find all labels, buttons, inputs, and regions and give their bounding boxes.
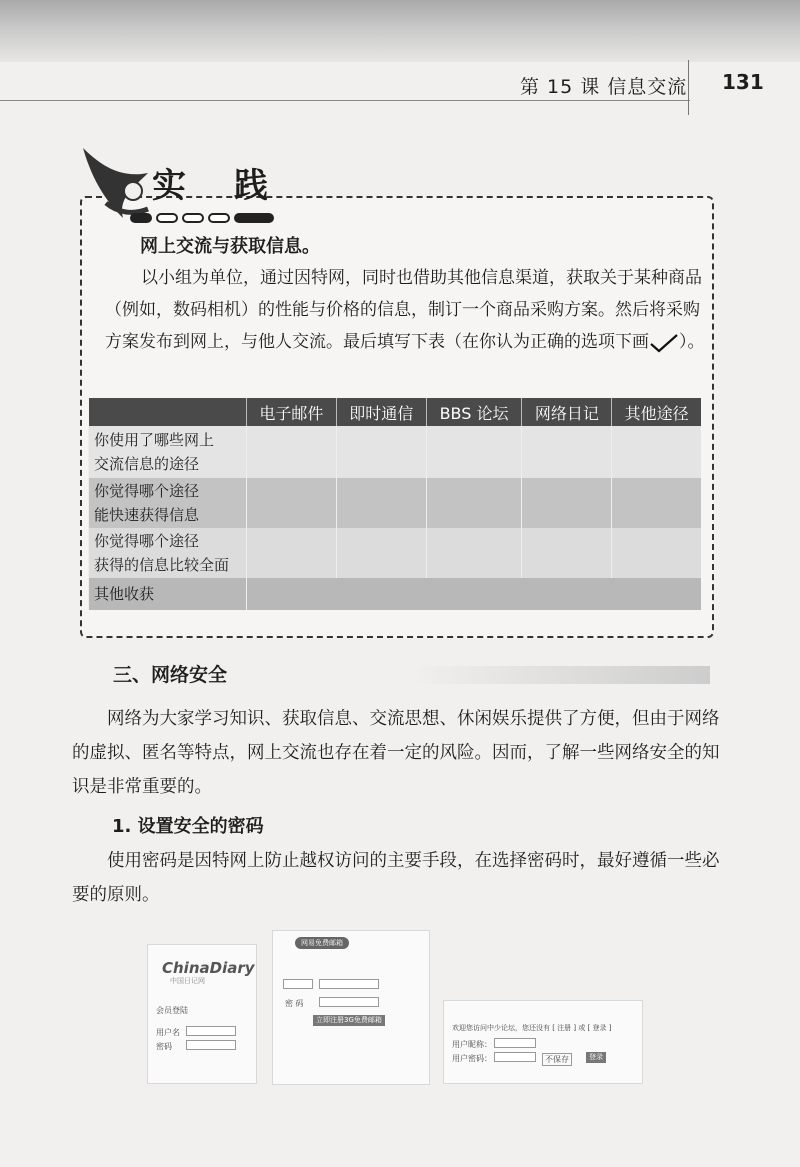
- chinadiary-logo: ChinaDiary: [162, 959, 255, 977]
- login-screenshot-chinadiary: [147, 944, 257, 1084]
- mail-username-input[interactable]: [319, 979, 379, 989]
- table-row: [89, 478, 702, 528]
- table-cell[interactable]: [522, 478, 612, 528]
- table-row: [89, 426, 702, 478]
- table-cell[interactable]: [336, 528, 426, 578]
- subsection-title: 1. 设置安全的密码: [112, 816, 264, 837]
- task-body: [105, 262, 705, 358]
- chinadiary-logo-sub: 中国日记网: [170, 977, 205, 985]
- password-input[interactable]: [186, 1040, 236, 1050]
- mail-password-input[interactable]: [319, 997, 379, 1007]
- table-cell[interactable]: [247, 426, 337, 478]
- mail-password-label: 密 码: [285, 999, 304, 1008]
- table-cell[interactable]: [336, 426, 426, 478]
- practice-dots: [130, 208, 278, 227]
- checkmark-icon: [649, 333, 679, 353]
- row-label: 你使用了哪些网上 交流信息的途径: [89, 426, 247, 478]
- row-label: 你觉得哪个途径 获得的信息比较全面: [89, 528, 247, 578]
- table-corner: [89, 398, 247, 426]
- subsection-paragraph: 使用密码是因特网上防止越权访问的主要手段，在选择密码时，最好遵循一些必要的原则。: [72, 851, 720, 905]
- page-number: 131: [722, 70, 764, 94]
- forum-password-input[interactable]: [494, 1052, 536, 1062]
- task-title: 网上交流与获取信息。: [140, 236, 320, 257]
- table-row: [89, 578, 702, 610]
- practice-title: 实 践: [152, 166, 286, 206]
- table-cell[interactable]: [247, 578, 702, 610]
- mail-account-input[interactable]: [283, 979, 313, 989]
- task-text-end: ）。: [679, 332, 705, 352]
- forum-remember-select[interactable]: 不保存: [542, 1053, 572, 1066]
- header-rule: [0, 100, 690, 101]
- table-header-row: [89, 398, 702, 426]
- survey-table: [88, 398, 701, 610]
- page-top-band: [0, 0, 800, 62]
- forum-login-button[interactable]: 登录: [586, 1052, 606, 1063]
- table-row: [89, 528, 702, 578]
- running-head: 第 15 课 信息交流: [520, 76, 688, 98]
- table-cell[interactable]: [612, 478, 701, 528]
- mail-register-button[interactable]: 立即注册3G免费邮箱: [313, 1015, 385, 1026]
- column-header: 即时通信: [336, 398, 426, 426]
- table-cell[interactable]: [522, 528, 612, 578]
- table-cell[interactable]: [336, 478, 426, 528]
- section-paragraph: 网络为大家学习知识、获取信息、交流思想、休闲娱乐提供了方便，但由于网络的虚拟、匿名等特点，网上交流也存在着一定的风险。因而，了解一些网络安全的知识是非常重要的。: [72, 709, 720, 797]
- forum-username-label: 用户昵称：: [452, 1040, 492, 1049]
- column-header: BBS 论坛: [426, 398, 522, 426]
- member-login-label: 会员登陆: [156, 1006, 188, 1015]
- table-cell[interactable]: [426, 528, 522, 578]
- forum-username-input[interactable]: [494, 1038, 536, 1048]
- table-cell[interactable]: [247, 478, 337, 528]
- table-cell[interactable]: [612, 426, 701, 478]
- table-cell[interactable]: [247, 528, 337, 578]
- row-label: 你觉得哪个途径 能快速获得信息: [89, 478, 247, 528]
- table-cell[interactable]: [426, 478, 522, 528]
- forum-password-label: 用户密码：: [452, 1054, 492, 1063]
- login-screenshot-mail: [272, 930, 430, 1085]
- column-header: 其他途径: [612, 398, 701, 426]
- password-label: 密码: [156, 1042, 172, 1051]
- column-header: 电子邮件: [247, 398, 337, 426]
- mail-badge: 网易免费邮箱: [295, 937, 349, 949]
- forum-welcome: 欢迎您访问中少论坛，您还没有 [ 注册 ] 或 [ 登录 ]: [452, 1024, 612, 1032]
- table-cell[interactable]: [522, 426, 612, 478]
- username-label: 用户名: [156, 1028, 180, 1037]
- username-input[interactable]: [186, 1026, 236, 1036]
- header-divider: [688, 60, 689, 115]
- table-cell[interactable]: [426, 426, 522, 478]
- task-text: 以小组为单位，通过因特网，同时也借助其他信息渠道，获取关于某种商品（例如，数码相机）的性能与价格的信息，制订一个商品采购方案。然后将采购方案发布到网上，与他人交流。最后填写下表（在你认为正确的选项下画: [105, 268, 702, 352]
- column-header: 网络日记: [522, 398, 612, 426]
- table-cell[interactable]: [612, 528, 701, 578]
- login-screenshot-forum: [443, 1000, 643, 1084]
- row-label: 其他收获: [89, 578, 247, 610]
- section-title: 三、网络安全: [113, 664, 228, 686]
- section-title-bar: [410, 666, 710, 684]
